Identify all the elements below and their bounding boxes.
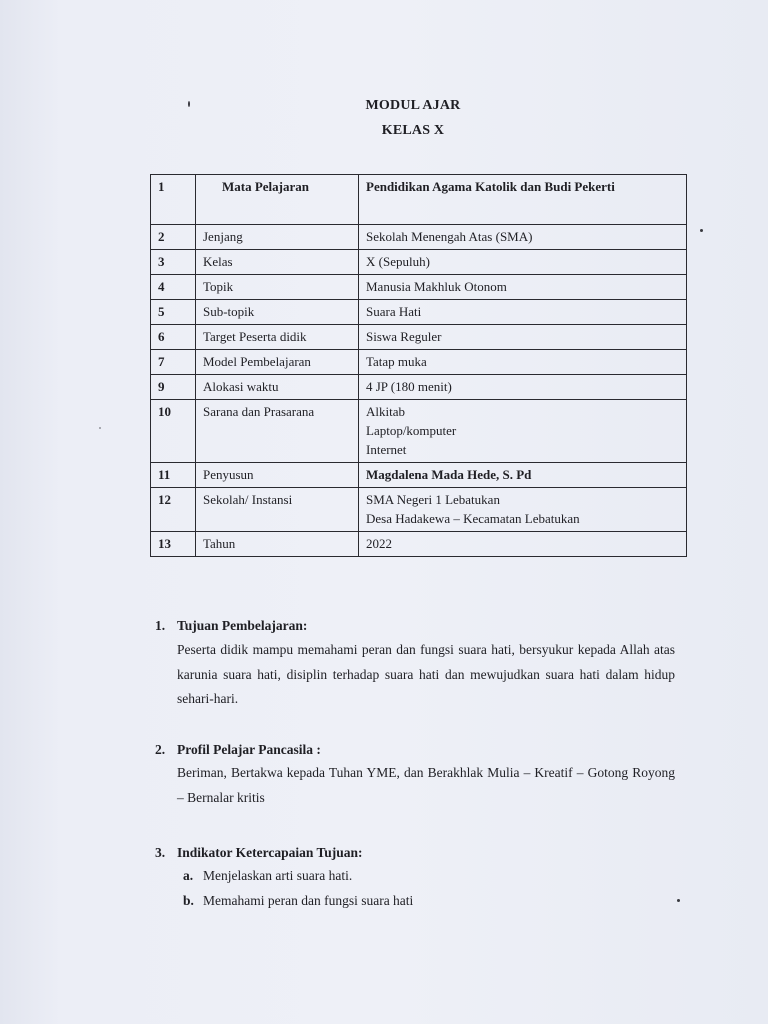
row-label: Sub-topik [196, 300, 359, 325]
table-row [151, 225, 687, 250]
section-number: 3. [155, 845, 166, 860]
row-value [359, 463, 687, 488]
row-label: Tahun [196, 532, 359, 557]
list-item-letter: a. [183, 868, 194, 883]
row-value [359, 375, 687, 400]
section-profil [155, 742, 675, 810]
row-value-line: Magdalena Mada Hede, S. Pd [366, 467, 532, 482]
row-value [359, 225, 687, 250]
scan-speck [188, 101, 190, 107]
row-label: Alokasi waktu [196, 375, 359, 400]
row-value-line: Sekolah Menengah Atas (SMA) [366, 229, 533, 244]
row-value-line: 4 JP (180 menit) [366, 379, 452, 394]
list-item-text: Memahami peran dan fungsi suara hati [203, 893, 414, 908]
row-label: Target Peserta didik [196, 325, 359, 350]
section-text: Beriman, Bertakwa kepada Tuhan YME, dan Berakhlak Mulia – Kreatif – Gotong Royong – Bernalar kritis [177, 765, 675, 805]
document-title: MODUL AJAR [365, 98, 461, 113]
table-row [151, 532, 687, 557]
section-heading [155, 845, 675, 861]
row-value [359, 250, 687, 275]
section-title: Indikator Ketercapaian Tujuan: [177, 845, 363, 860]
row-value-line: Desa Hadakewa – Kecamatan Lebatukan [366, 511, 580, 526]
scan-speck [677, 899, 680, 902]
section-title: Profil Pelajar Pancasila : [177, 742, 321, 757]
row-value [359, 325, 687, 350]
table-row [151, 463, 687, 488]
row-value-line: Internet [366, 442, 407, 457]
list-item-text: Menjelaskan arti suara hati. [203, 868, 353, 883]
row-label: Sekolah/ Instansi [196, 488, 359, 532]
row-number: 5 [151, 300, 196, 325]
row-number: 10 [151, 400, 196, 463]
row-value [359, 300, 687, 325]
section-title: Tujuan Pembelajaran: [177, 618, 308, 633]
row-value-line: Laptop/komputer [366, 423, 457, 438]
row-value-line: Siswa Reguler [366, 329, 442, 344]
row-number: 6 [151, 325, 196, 350]
info-table [150, 174, 687, 557]
row-value [359, 488, 687, 532]
section-number: 1. [155, 618, 166, 633]
row-number: 4 [151, 275, 196, 300]
row-value-line: 2022 [366, 536, 392, 551]
row-value [359, 175, 687, 225]
table-row [151, 250, 687, 275]
row-label: Kelas [196, 250, 359, 275]
row-value [359, 350, 687, 375]
table-row [151, 275, 687, 300]
row-value-line: Tatap muka [366, 354, 427, 369]
row-label: Mata Pelajaran [196, 175, 359, 225]
row-value [359, 275, 687, 300]
table-row [151, 325, 687, 350]
row-value-line: Alkitab [366, 404, 405, 419]
row-number: 1 [151, 175, 196, 225]
row-value-line: X (Sepuluh) [366, 254, 430, 269]
row-number: 2 [151, 225, 196, 250]
info-table-body [151, 175, 687, 557]
scan-speck [99, 427, 101, 429]
table-row [151, 400, 687, 463]
section-indikator [155, 845, 675, 913]
section-tujuan [155, 618, 675, 712]
row-number: 9 [151, 375, 196, 400]
row-value [359, 532, 687, 557]
row-number: 13 [151, 532, 196, 557]
row-value-line: Suara Hati [366, 304, 422, 319]
table-row [151, 300, 687, 325]
document-subtitle: KELAS X [381, 123, 445, 138]
table-row [151, 175, 687, 225]
row-value [359, 400, 687, 463]
scan-speck [700, 229, 703, 232]
row-label: Model Pembelajaran [196, 350, 359, 375]
list-item [183, 888, 675, 913]
list-item-letter: b. [183, 893, 194, 908]
row-value-line: SMA Negeri 1 Lebatukan [366, 492, 500, 507]
table-row [151, 375, 687, 400]
list-item [183, 863, 675, 888]
row-number: 12 [151, 488, 196, 532]
row-value-line: Manusia Makhluk Otonom [366, 279, 507, 294]
section-heading [155, 618, 675, 634]
section-heading [155, 742, 675, 758]
row-number: 3 [151, 250, 196, 275]
section-text: Peserta didik mampu memahami peran dan fungsi suara hati, bersyukur kepada Allah atas karunia suara hati, disiplin terhadap suara hati dan mewujudkan suara hati dalam hidup sehari-hari. [177, 642, 675, 706]
row-value-line: Pendidikan Agama Katolik dan Budi Pekerti [366, 179, 615, 194]
table-row [151, 488, 687, 532]
row-label: Jenjang [196, 225, 359, 250]
row-label: Penyusun [196, 463, 359, 488]
row-label: Topik [196, 275, 359, 300]
row-number: 11 [151, 463, 196, 488]
table-row [151, 350, 687, 375]
section-number: 2. [155, 742, 166, 757]
row-label: Sarana dan Prasarana [196, 400, 359, 463]
row-number: 7 [151, 350, 196, 375]
